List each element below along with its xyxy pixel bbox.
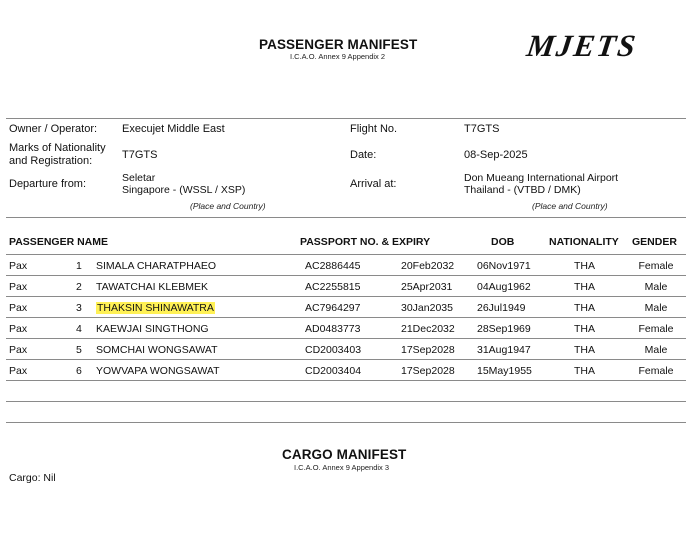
arrival-line2: Thailand - (VTBD / DMK) (464, 184, 581, 196)
divider (6, 254, 686, 255)
dob-cell: 15May1955 (477, 365, 532, 377)
passport-number-cell: AC2255815 (305, 281, 361, 293)
marks-label-line2: and Registration: (9, 155, 93, 167)
passport-expiry-cell: 17Sep2028 (401, 365, 455, 377)
passport-number-cell: CD2003404 (305, 365, 362, 377)
gender-cell: Female (638, 323, 674, 335)
nationality-cell: THA (574, 281, 595, 293)
passenger-name-cell: SOMCHAI WONGSAWAT (96, 344, 218, 356)
owner-value: Execujet Middle East (122, 123, 225, 135)
table-row-divider (6, 338, 686, 339)
date-label: Date: (350, 149, 377, 161)
passenger-name-cell: SIMALA CHARATPHAEO (96, 260, 217, 272)
highlighted-name: THAKSIN SHINAWATRA (97, 302, 214, 314)
nationality-cell: THA (574, 344, 595, 356)
passenger-name-cell (96, 302, 215, 314)
passport-expiry-cell: 30Jan2035 (401, 302, 453, 314)
pax-type-cell: Pax (9, 302, 28, 314)
col-header-passport: PASSPORT NO. & EXPIRY (300, 236, 431, 248)
passport-expiry-cell: 25Apr2031 (401, 281, 453, 293)
row-number-cell: 4 (76, 323, 82, 335)
pax-type-cell: Pax (9, 344, 28, 356)
date-value: 08-Sep-2025 (464, 149, 528, 161)
passport-expiry-cell: 17Sep2028 (401, 344, 455, 356)
departure-line1: Seletar (122, 172, 156, 184)
nationality-cell: THA (574, 302, 595, 314)
passenger-manifest-subtitle: I.C.A.O. Annex 9 Appendix 2 (290, 52, 386, 61)
nationality-cell: THA (574, 365, 595, 377)
mjets-logo: MJETS (524, 28, 640, 63)
passenger-name-cell: KAEWJAI SINGTHONG (96, 323, 209, 335)
cargo-manifest-subtitle: I.C.A.O. Annex 9 Appendix 3 (294, 463, 390, 472)
row-number-cell: 3 (76, 302, 82, 314)
cargo-manifest-title: CARGO MANIFEST (282, 447, 407, 462)
passport-number-cell: AD0483773 (305, 323, 361, 335)
marks-label-line1: Marks of Nationality (9, 142, 106, 154)
arrival-label: Arrival at: (350, 178, 397, 190)
flight-value: T7GTS (464, 123, 500, 135)
passenger-name-cell: TAWATCHAI KLEBMEK (96, 281, 209, 293)
gender-cell: Female (638, 365, 674, 377)
row-number-cell: 2 (76, 281, 82, 293)
dob-cell: 31Aug1947 (477, 344, 531, 356)
table-row-divider (6, 275, 686, 276)
gender-cell: Male (644, 302, 668, 314)
arrival-line1: Don Mueang International Airport (464, 172, 619, 184)
passenger-manifest-title: PASSENGER MANIFEST (259, 37, 418, 52)
table-row-divider (6, 317, 686, 318)
passport-number-cell: AC2886445 (305, 260, 361, 272)
passport-number-cell: CD2003403 (305, 344, 362, 356)
passenger-name-cell: YOWVAPA WONGSAWAT (96, 365, 220, 377)
divider (6, 217, 686, 218)
departure-line2: Singapore - (WSSL / XSP) (122, 184, 246, 196)
col-header-name: PASSENGER NAME (9, 236, 108, 248)
dob-cell: 28Sep1969 (477, 323, 531, 335)
gender-cell: Male (644, 344, 668, 356)
cargo-text: Cargo: Nil (9, 472, 56, 484)
arrival-place-note: (Place and Country) (532, 201, 608, 211)
pax-type-cell: Pax (9, 365, 28, 377)
owner-label: Owner / Operator: (9, 123, 98, 135)
pax-type-cell: Pax (9, 260, 28, 272)
table-row-divider (6, 359, 686, 360)
marks-value: T7GTS (122, 149, 158, 161)
col-header-nationality: NATIONALITY (549, 236, 619, 248)
table-row-divider (6, 296, 686, 297)
dob-cell: 06Nov1971 (477, 260, 531, 272)
table-row-divider (6, 401, 686, 402)
pax-type-cell: Pax (9, 281, 28, 293)
dob-cell: 26Jul1949 (477, 302, 526, 314)
gender-cell: Female (638, 260, 674, 272)
nationality-cell: THA (574, 260, 595, 272)
departure-label: Departure from: (9, 178, 87, 190)
table-row-divider (6, 380, 686, 381)
row-number-cell: 1 (76, 260, 82, 272)
passport-number-cell: AC7964297 (305, 302, 361, 314)
flight-label: Flight No. (350, 123, 398, 135)
gender-cell: Male (644, 281, 668, 293)
divider (6, 118, 686, 119)
departure-place-note: (Place and Country) (190, 201, 266, 211)
table-row-divider (6, 422, 686, 423)
col-header-dob: DOB (491, 236, 515, 248)
nationality-cell: THA (574, 323, 595, 335)
row-number-cell: 6 (76, 365, 82, 377)
passport-expiry-cell: 20Feb2032 (401, 260, 455, 272)
row-number-cell: 5 (76, 344, 82, 356)
col-header-gender: GENDER (632, 236, 677, 248)
passport-expiry-cell: 21Dec2032 (401, 323, 455, 335)
pax-type-cell: Pax (9, 323, 28, 335)
dob-cell: 04Aug1962 (477, 281, 531, 293)
